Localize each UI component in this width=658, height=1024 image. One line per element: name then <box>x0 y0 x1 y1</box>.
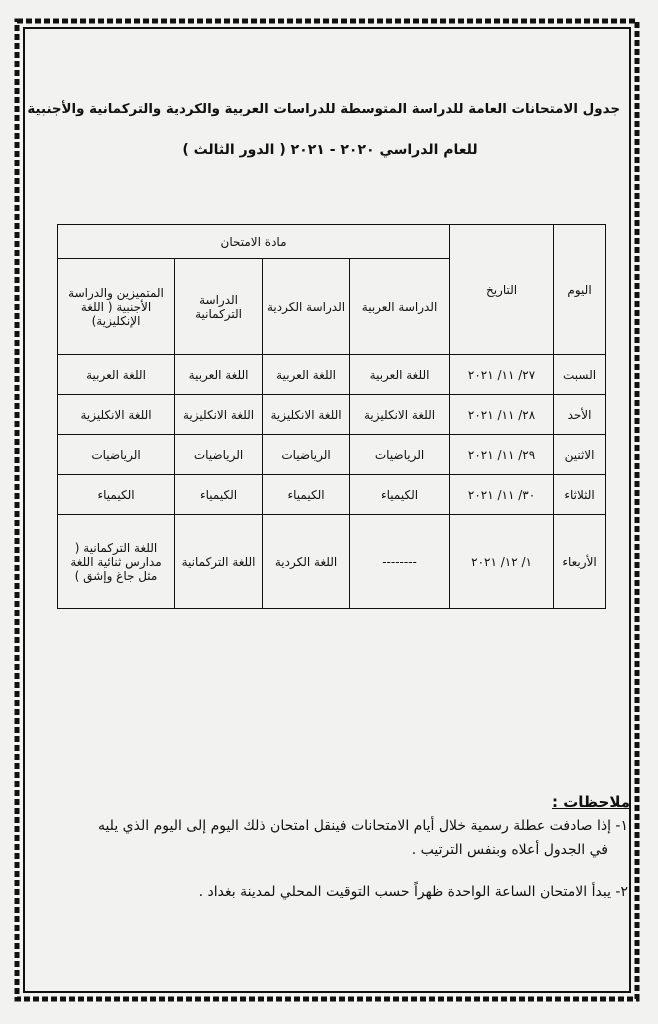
header-turkmen: الدراسة التركمانية <box>175 259 263 355</box>
cell-day: الأربعاء <box>554 515 606 609</box>
table-row <box>58 355 606 395</box>
cell-date: ٣٠/ ١١/ ٢٠٢١ <box>450 475 554 515</box>
notes-section <box>40 790 630 904</box>
cell-arabic: اللغة العربية <box>350 355 450 395</box>
cell-date: ٢٩/ ١١/ ٢٠٢١ <box>450 435 554 475</box>
exam-schedule-table <box>57 224 606 609</box>
header-date: التاريخ <box>450 225 554 355</box>
document-title: جدول الامتحانات العامة للدراسة المتوسطة للدراسات العربية والكردية والتركمانية والأجنبية <box>27 102 620 117</box>
cell-arabic: الرياضيات <box>350 435 450 475</box>
cell-foreign: الرياضيات <box>58 435 175 475</box>
cell-kurdish: اللغة الكردية <box>263 515 350 609</box>
cell-turkmen: اللغة التركمانية <box>175 515 263 609</box>
cell-turkmen: الكيمياء <box>175 475 263 515</box>
cell-foreign: اللغة التركمانية ( مدارس ثنائية اللغة مثل جاغ وإشق ) <box>58 515 175 609</box>
cell-turkmen: اللغة الانكليزية <box>175 395 263 435</box>
table-row <box>58 435 606 475</box>
cell-kurdish: اللغة الانكليزية <box>263 395 350 435</box>
cell-foreign: اللغة العربية <box>58 355 175 395</box>
notes-heading: ملاحظات : <box>551 793 630 811</box>
cell-foreign: اللغة الانكليزية <box>58 395 175 435</box>
header-kurdish: الدراسة الكردية <box>263 259 350 355</box>
cell-date: ١/ ١٢/ ٢٠٢١ <box>450 515 554 609</box>
cell-day: السبت <box>554 355 606 395</box>
note-item: ١- إذا صادفت عطلة رسمية خلال أيام الامتحانات فينقل امتحان ذلك اليوم إلى اليوم الذي يليه <box>97 818 628 834</box>
cell-turkmen: الرياضيات <box>175 435 263 475</box>
table-row <box>58 395 606 435</box>
document-subtitle: للعام الدراسي ٢٠٢٠ - ٢٠٢١ ( الدور الثالث ) <box>182 142 478 158</box>
table-row <box>58 475 606 515</box>
header-foreign: المتميزين والدراسة الأجنبية ( اللغة الإنكليزية) <box>58 259 175 355</box>
cell-foreign: الكيمياء <box>58 475 175 515</box>
header-subject-group: مادة الامتحان <box>58 225 450 259</box>
cell-day: الثلاثاء <box>554 475 606 515</box>
cell-date: ٢٨/ ١١/ ٢٠٢١ <box>450 395 554 435</box>
cell-day: الأحد <box>554 395 606 435</box>
cell-arabic: -------- <box>350 515 450 609</box>
cell-kurdish: الكيمياء <box>263 475 350 515</box>
header-arabic: الدراسة العربية <box>350 259 450 355</box>
cell-arabic: الكيمياء <box>350 475 450 515</box>
note-item: ٢- يبدأ الامتحان الساعة الواحدة ظهراً حسب التوقيت المحلي لمدينة بغداد . <box>198 884 628 900</box>
cell-kurdish: الرياضيات <box>263 435 350 475</box>
cell-kurdish: اللغة العربية <box>263 355 350 395</box>
cell-arabic: اللغة الانكليزية <box>350 395 450 435</box>
cell-day: الاثنين <box>554 435 606 475</box>
table-row <box>58 515 606 609</box>
header-day: اليوم <box>554 225 606 355</box>
cell-turkmen: اللغة العربية <box>175 355 263 395</box>
note-item-continuation: في الجدول أعلاه وبنفس الترتيب . <box>411 842 608 858</box>
cell-date: ٢٧/ ١١/ ٢٠٢١ <box>450 355 554 395</box>
